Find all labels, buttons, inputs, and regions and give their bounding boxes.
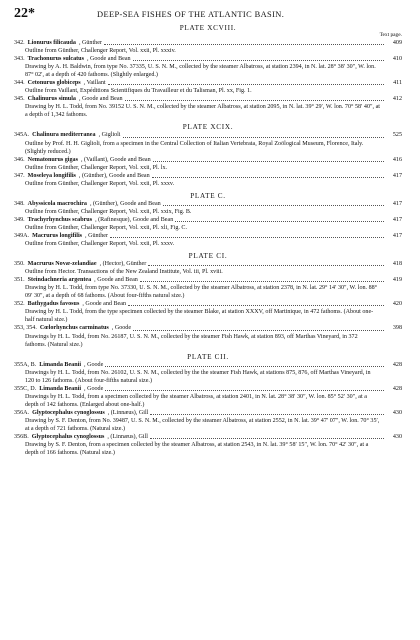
text-page-number: 430 [392,409,402,416]
figure-number: 348. [14,200,25,207]
figure-number: 356B. [14,434,29,441]
species-name: Bathygadus favosus [27,301,80,308]
text-page-number: 428 [392,385,402,392]
plate-heading: PLATE CI. [188,252,228,261]
entry-title-line [14,216,402,224]
plate-entry [14,260,402,276]
text-page-number: 411 [393,80,402,87]
figure-number: 352. [14,301,25,308]
species-author: , (Günther), Goode and Bean [78,172,150,179]
plate-entry [14,409,402,433]
text-page-number: 416 [392,156,402,163]
plate-entry [14,172,402,188]
text-page-number: 417 [392,172,402,179]
text-page-number: 419 [392,277,402,284]
plate-section [14,353,402,462]
entry-title-line [14,385,402,393]
dot-leader [153,161,384,162]
text-page-number: 428 [392,361,402,368]
entry-description: Outline from Günther, Challenger Report, Vol. xxii, Pl. lx. [25,164,168,171]
species-author: , Goode [84,361,104,368]
page-number: 22* [14,6,35,21]
species-name: Steindachneria argentea [27,277,92,284]
species-author: , Goode and Bean [78,96,123,103]
dot-leader [150,414,384,415]
text-page-label: Text page. [379,32,402,38]
species-name: Glyptocephalus cynoglossus [31,434,105,441]
plate-entry [14,156,402,172]
entry-title-line [14,300,402,308]
plate-entry [14,300,402,324]
text-page-number: 525 [392,132,402,139]
entry-title-line [14,156,402,164]
plate-entry [14,131,402,155]
plate-entry [14,276,402,300]
figure-number: 345A. [14,132,30,139]
plate-entry [14,95,402,119]
figure-number: 344. [14,80,25,87]
plate-entry [14,200,402,216]
entry-title-line [14,276,402,284]
dot-leader [108,84,384,85]
plate-heading: PLATE XCVIII. [179,24,237,32]
plate-entry [14,79,402,95]
dot-leader [133,60,384,61]
text-page-number: 417 [392,232,402,239]
figure-number: 353, 354. [14,325,37,332]
entry-description: Outline from Günther, Challenger Report, Vol. xxii, Pl. xxxv. [25,241,175,248]
dot-leader [110,237,384,238]
figure-number: 347. [14,172,25,179]
entry-description: Outline from Günther, Challenger Report, Vol. xxii, Pl. xxxv. [25,180,175,187]
entry-title-line [14,95,402,103]
text-page-number: 398 [392,325,402,332]
species-author: , (Rafinesque), Goode and Bean [95,216,174,223]
species-author: , (Vaillant), Goode and Bean [80,156,151,163]
entry-description: Outline from Vaillant, Expéditions Scientifiques du Travailleur et du Talisman, Pl. xx, Fig. 1. [25,88,252,95]
figure-number: 349. [14,216,25,223]
species-name: Nematonurus gigas [27,156,78,163]
plate-entry [14,216,402,232]
figure-number: 355C, D. [14,385,37,392]
entry-description: Drawing by H. L. Todd, from the type specimen collected by the steamer Blake, at station XXXV, off Martinique, in 472 fathoms. (About one-half natural size.) [25,309,374,324]
figure-number: 356A. [14,409,30,416]
species-author: , Giglioli [98,132,121,139]
species-name: Moseleya longifilis [27,172,76,179]
dot-leader [105,366,384,367]
figure-number: 349A. [14,232,30,239]
dot-leader [163,205,384,206]
plate-list [14,24,402,461]
figure-number: 343. [14,56,25,63]
species-name: Abyssicola macrochira [27,200,87,207]
entry-title-line [14,200,402,208]
entry-description: Outline from Günther, Challenger Report, Vol. xxii, Pl. xli, Fig. C. [25,224,188,231]
figure-number: 342. [14,40,25,46]
species-name: Glyptocephalus cynoglossus [32,409,105,416]
plate-section [14,24,402,123]
species-name: Trachonurus sulcatus [27,56,84,63]
dot-leader [128,305,384,306]
dot-leader [123,137,384,138]
text-page-number: 430 [392,434,402,441]
running-title: DEEP-SEA FISHES OF THE ATLANTIC BASIN. [97,10,285,19]
entry-description: Drawings by H. L. Todd, from No. 26187, U. S. N. M., collected by the steamer Fish Hawk, at station 893, off Marthas Vineyard, in 372 fathoms. (Natural size.) [25,333,358,348]
plate-heading: PLATE XCIX. [182,123,234,132]
dot-leader [125,100,384,101]
entry-title-line [14,409,402,417]
text-page-number: 417 [392,216,402,223]
text-page-number: 409 [392,40,402,46]
dot-leader [105,390,384,391]
species-author: , (Hector), Günther [99,261,147,268]
species-author: , Goode and Bean [94,277,138,284]
entry-title-line [14,172,402,180]
species-author: , Vaillant [83,80,106,87]
entry-title-line [14,39,402,47]
entry-description: Outline by Prof. H. H. Giglioli, from a specimen in the Central Collection of Italian Vertebrata, Royal Zoölogical Museum, Florence, Italy. (Slightly reduced.) [25,140,364,155]
section-spacer [14,457,402,461]
figure-number: 351. [14,277,25,284]
species-author: , (Günther), Goode and Bean [89,200,161,207]
dot-leader [104,44,384,45]
text-page-number: 420 [392,301,402,308]
entry-description: Drawing by S. F. Denton, from No. 39487, U. S. N. M., collected by the steamer Albatross, at station 2552, in N. lat. 39° 47′ 07″, W. lon. 70° 35′, at a depth of 721 fathoms. (Natural size.) [25,417,380,432]
entry-title-line [14,361,402,369]
plate-entry [14,55,402,79]
species-name: Chalinurus simula [27,96,76,103]
plate-heading: PLATE CII. [187,352,229,361]
species-author: , Goode and Bean [82,301,126,308]
entry-description: Outline from Hector. Transactions of the New Zealand Institute, Vol. iii, Pl. xviii. [25,269,223,276]
dot-leader [152,177,384,178]
entry-description: Outline from Günther, Challenger Report, Vol. xxii, Pl. xxxiv. [25,48,176,55]
species-author: , (Linnæus), Gill [107,434,148,441]
entry-title-line [14,55,402,63]
entry-title-line [14,433,402,441]
species-author: , Goode and Bean [86,56,131,63]
species-name: Limanda Beanii [39,385,82,392]
entry-description: Drawing by S. F. Denton, from a specimen collected by the steamer Albatross, at station 2543, in N. lat. 39° 58′ 15″, W. lon. 70° 42′ 30″, at a depth of 166 fathoms. (Natural size.) [25,442,369,457]
species-author: , Günther [85,232,109,239]
plate-section [14,252,402,353]
entry-description: Outline from Günther, Challenger Report, Vol. xxii, Pl. xxix, Fig. B. [25,208,192,215]
species-author: , Goode [111,325,132,332]
figure-number: 345. [14,96,25,103]
plate-entry [14,361,402,385]
plate-entry [14,39,402,55]
plate-entry [14,433,402,457]
species-name: Lionurus filicauda [27,40,76,46]
entry-description: Drawing by H. L. Todd, from No. 39152 U. S. N. M., collected by the steamer Albatross, at station 2095, in N. lat. 39° 29′, W. lon. 70° 58′ 40″, at a depth of 1,342 fathoms. [25,104,380,119]
text-page-number: 410 [392,56,402,63]
species-author: , (Linnæus), Gill [107,409,149,416]
entry-description: Drawing by A. H. Baldwin, from type No. 37335, U. S. N. M., collected by the steamer Albatross, at station 2394, in N. lat. 28° 38′ 30″, W. lon. 87° 02′, at a depth of 420 fathoms. (Slightly enlarged.) [25,64,376,79]
dot-leader [150,438,384,439]
species-author: , Goode [84,385,104,392]
species-name: Macrurus longifilis [32,232,83,239]
species-name: Cetonurus globiceps [27,80,81,87]
figure-number: 346. [14,156,25,163]
dot-leader [148,265,384,266]
entry-description: Drawings by H. L. Todd, from a specimen collected by the steamer Albatross, at station 2401, in N. lat. 28° 38′ 30″, W. lon. 85° 52′ 30″, at a depth of 142 fathoms. (Enlarged about one-half.) [25,393,367,408]
species-author: , Günther [78,40,102,46]
entry-title-line [14,260,402,268]
plate-entry [14,232,402,248]
entry-description: Drawing by H. L. Todd, from type No. 37330, U. S. N. M., collected by the steamer Albatross, at station 2378, in N. lat. 29° 14′ 30″, W. lon. 88° 09′ 30″, at a depth of 68 fathoms. (About four-fifths natural size.) [25,285,378,300]
entry-title-line [14,131,402,139]
species-name: Chalinura mediterranea [32,132,96,139]
entry-description: Drawings by H. L. Todd, from No. 26102, U. S. N. M., collected by the the steamer Fish Hawk, at stations 875, 876, off Marthas Vineyard, in 120 to 126 fathoms. (About four-fifths natural size.) [25,369,371,384]
species-name: Limanda Beanii [39,361,82,368]
entry-title-line [14,232,402,240]
dot-leader [133,330,384,331]
entry-title-line [14,324,402,332]
page-header [14,0,402,24]
entry-title-line [14,79,402,87]
dot-leader [175,221,384,222]
plate-entry [14,385,402,409]
dot-leader [140,281,384,282]
text-page-number: 417 [392,200,402,207]
figure-number: 355A, B. [14,361,37,368]
plate-section [14,192,402,252]
species-name: Macrurus Novæ-zelandiae [27,261,97,268]
species-name: Trachyrhynchus scabrus [27,216,93,223]
figure-number: 350. [14,261,25,268]
species-name: Cœlorhynchus carminatus [39,325,109,332]
plate-entry [14,324,402,348]
text-page-number: 418 [392,261,402,268]
plate-heading: PLATE C. [190,191,226,200]
text-page-number: 412 [392,96,402,103]
plate-section [14,123,402,191]
